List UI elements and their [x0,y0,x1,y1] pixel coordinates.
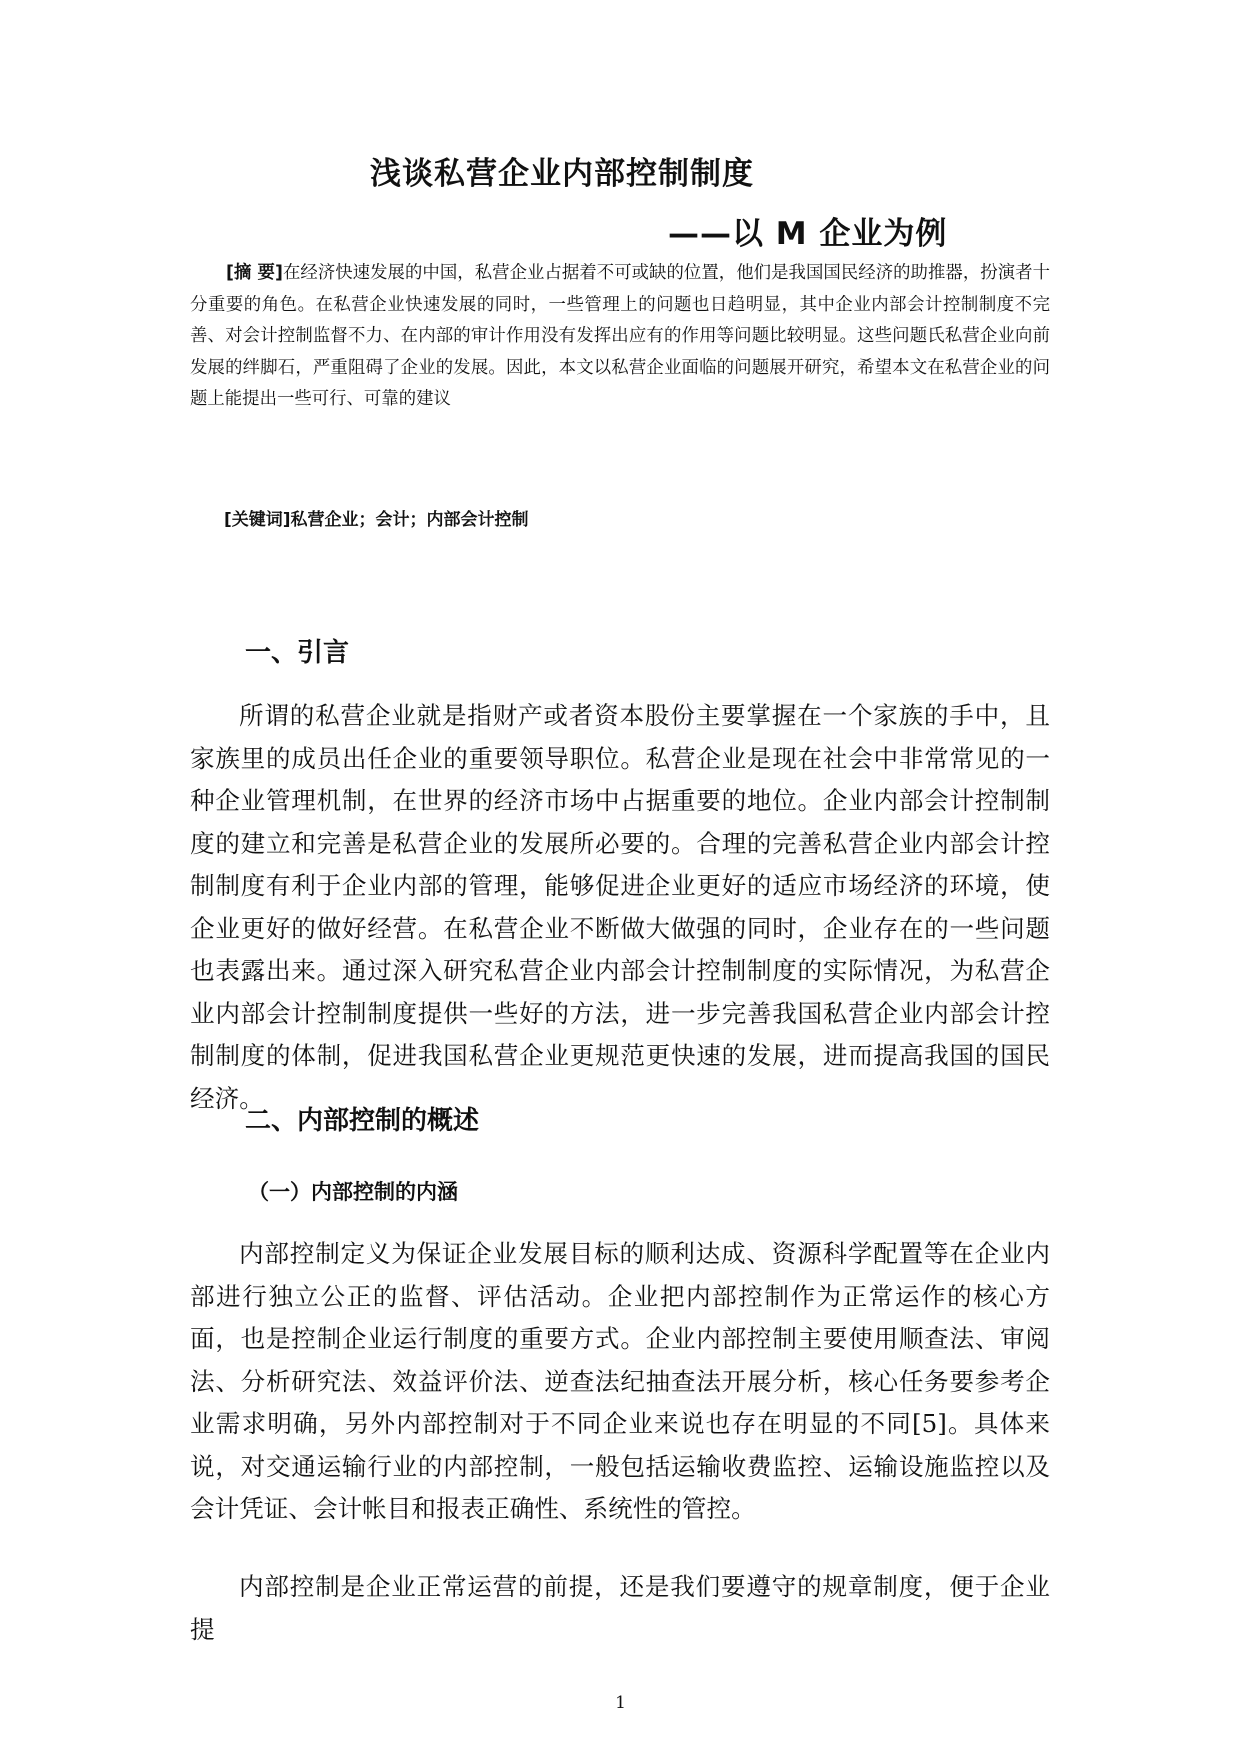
section-heading-internal-control-overview: 二、内部控制的概述 [245,1106,480,1136]
document-title: 浅谈私营企业内部控制制度 [370,156,754,192]
connotation-paragraph-1: 内部控制定义为保证企业发展目标的顺利达成、资源科学配置等在企业内部进行独立公正的监督、评估活动。企业把内部控制作为正常运作的核心方面，也是控制企业运行制度的重要方式。企业内部控制主要使用顺查法、审阅法、分析研究法、效益评价法、逆查法纪抽查法开展分析，核心任务要参考企业需求明确，另外内部控制对于不同企业来说也存在明显的不同[5]。具体来说，对交通运输行业的内部控制，一般包括运输收费监控、运输设施监控以及会计凭证、会计帐目和报表正确性、系统性的管控。 [190,1239,1050,1523]
subsection-heading-connotation: （一）内部控制的内涵 [248,1180,458,1204]
abstract-label: [摘 要] [226,263,283,283]
introduction-paragraph: 所谓的私营企业就是指财产或者资本股份主要掌握在一个家族的手中，且家族里的成员出任企业的重要领导职位。私营企业是现在社会中非常常见的一种企业管理机制，在世界的经济市场中占据重要的地位。企业内部会计控制制度的建立和完善是私营企业的发展所必要的。合理的完善私营企业内部会计控制制度有利于企业内部的管理，能够促进企业更好的适应市场经济的环境，使企业更好的做好经营。在私营企业不断做大做强的同时，企业存在的一些问题也表露出来。通过深入研究私营企业内部会计控制制度的实际情况，为私营企业内部会计控制制度提供一些好的方法，进一步完善我国私营企业内部会计控制制度的体制，促进我国私营企业更规范更快速的发展，进而提高我国的国民经济。 [190,701,1050,1113]
connotation-paragraph-2: 内部控制是企业正常运营的前提，还是我们要遵守的规章制度，便于企业提 [190,1572,1050,1644]
page-number: 1 [615,1693,626,1713]
abstract [190,258,1050,416]
abstract-text: 在经济快速发展的中国，私营企业占据着不可或缺的位置，他们是我国国民经济的助推器，扮演者十分重要的角色。在私营企业快速发展的同时，一些管理上的问题也日趋明显，其中企业内部会计控制制度不完善、对会计控制监督不力、在内部的审计作用没有发挥出应有的作用等问题比较明显。这些问题氏私营企业向前发展的绊脚石，严重阻碍了企业的发展。因此，本文以私营企业面临的问题展开研究，希望本文在私营企业的问题上能提出一些可行、可靠的建议 [190,263,1050,409]
keywords: [关键词]私营企业；会计；内部会计控制 [224,510,529,530]
section-heading-introduction: 一、引言 [245,638,350,668]
document-subtitle: ——以 M 企业为例 [668,216,948,252]
